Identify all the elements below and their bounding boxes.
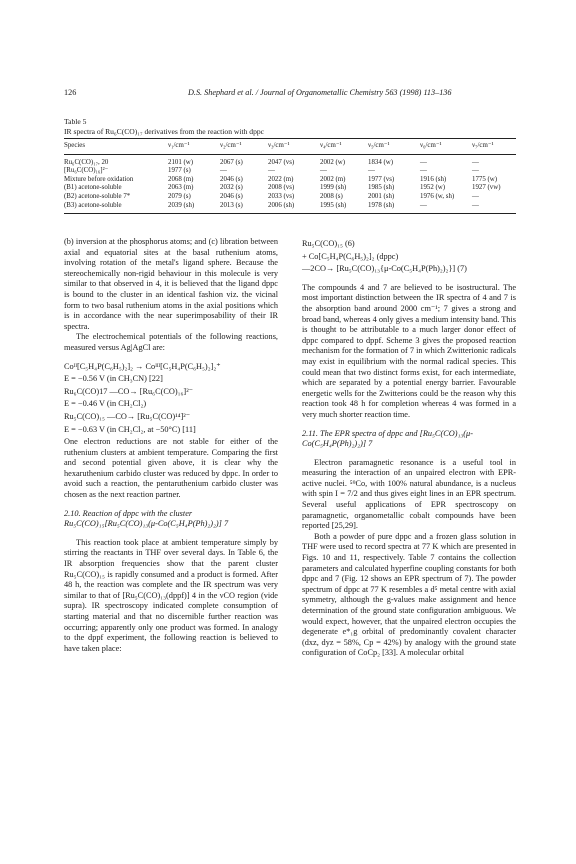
table-cell: 1977 (s)	[168, 167, 191, 175]
right-column	[302, 237, 516, 659]
column-header: ν₃/cm⁻¹	[268, 139, 320, 155]
column-header: ν₁/cm⁻¹	[168, 139, 220, 155]
table-cell: [Ru₆C(CO)₁₆]²⁻	[64, 167, 109, 175]
table-cell: 1952 (w)	[420, 184, 446, 192]
table-cell: 2063 (m)	[168, 184, 194, 192]
table-cell: —	[220, 167, 227, 175]
table-caption	[64, 117, 264, 137]
equation: —2CO→ [Ru₅C(CO)₁₃{μ-Co(C₅H₄P(Ph)₂)₂}] (7)	[302, 264, 467, 274]
column-header: ν₄/cm⁻¹	[320, 139, 368, 155]
column-header: ν₆/cm⁻¹	[420, 139, 472, 155]
table-row	[64, 202, 516, 214]
equation: Ru₆C(CO)17 —CO→ [Ru₆C(CO)₁₆]²⁻	[64, 386, 194, 396]
table-cell: 2068 (m)	[168, 175, 194, 183]
table-cell: 2032 (s)	[220, 184, 243, 192]
table-cell: —	[472, 202, 516, 214]
table-cell: 1985 (sh)	[368, 184, 395, 192]
column-header: ν₂/cm⁻¹	[220, 139, 268, 155]
equation: Ru₅C(CO)₁₅ —CO→ [Ru₅C(CO)¹⁴]²⁻	[64, 411, 191, 421]
table-cell: (B3) acetone-soluble	[64, 202, 168, 214]
table-cell: —	[472, 192, 479, 200]
table-cell: 1976 (w, sh)	[420, 192, 455, 200]
equation: Ru₅C(CO)₁₅ (6)	[302, 239, 355, 248]
paragraph: This reaction took place at ambient temperature simply by stirring the reactants in THF over several days. In Table 6, the IR absorption frequencies show that the parent cluster Ru₅C(CO)₁₅ is rapidly consumed and a product is formed. After 48 h, the reaction was complete and the IR spectrum was very similar to that of [Ru₅C(CO)₁₃(dppf)] 4 in the νCO region (vide supra). IR spectroscopy indicated complete consumption of starting material and that no discernible further reaction was occurring; apparently only one product was formed. In analogy to the dppf experiment, the following reaction is believed to have taken place:	[64, 537, 278, 653]
table-cell: —	[368, 167, 375, 175]
paragraph: The electrochemical potentials of the following reactions, measured versus Ag|AgCl are:	[64, 332, 278, 352]
equation: Coᴵᴵ[C₅H₄P(C₆H₅)₂]₂ → Coᴵᴵᴵ[C₅H₄P(C₆H₅)₂]₂⁺	[64, 361, 221, 371]
section-heading: 2.10. Reaction of dppc with the cluster Ru₅C(CO)₁₅[Ru₅C(CO)₁₃(μ-Co(C₅H₄P(Ph)₂)₂)] 7	[64, 508, 229, 529]
table-cell: (B2) acetone-soluble 7*	[64, 192, 131, 200]
equation: + Co[C₅H₄P(C₆H₅)₂]₂ (dppc)	[302, 251, 399, 261]
table-row	[64, 176, 516, 185]
table-cell: 1834 (w)	[368, 158, 394, 166]
equation-value: E = −0.63 V (in CH₂Cl₂, at −50°C) [11]	[64, 424, 196, 434]
table-row	[64, 184, 516, 193]
table-cell: —	[420, 158, 427, 166]
table-cell: —	[472, 158, 479, 166]
table-cell: Ru₆C(CO)₁₇, 20	[64, 158, 109, 166]
journal-citation: D.S. Shephard et al. / Journal of Organometallic Chemistry 563 (1998) 113–136	[188, 88, 452, 97]
table-row	[64, 193, 516, 202]
page-number: 126	[64, 88, 77, 97]
table-cell: —	[472, 167, 479, 175]
table-row	[64, 154, 516, 167]
paragraph: Electron paramagnetic resonance is a useful tool in measuring the interaction of an unpaired electron with EPR-active nuclei. ⁵⁹Co, with 100% natural abundance, is a nucleus with spin I = 7/2 and thus gives eight lines in an EPR spectrum. Several useful applications of EPR spectroscopy on paramagnetic, organometallic cobalt compounds have been reported [25,29].	[302, 457, 516, 531]
table-cell: 2006 (sh)	[268, 202, 320, 214]
table-cell: 1916 (sh)	[420, 175, 447, 183]
table-cell: 2047 (vs)	[268, 158, 295, 166]
table-cell: —	[420, 202, 472, 214]
ir-spectra-table	[64, 138, 516, 214]
column-header: Species	[64, 139, 168, 155]
section-heading: 2.11. The EPR spectra of dppc and [Ru₅C(CO)₁₃(μ-Co(C₅H₄P(Ph)₂)₂)] 7	[302, 428, 473, 449]
table-cell: 2046 (s)	[220, 192, 243, 200]
table-cell: 1999 (sh)	[320, 184, 347, 192]
table-cell: 2079 (s)	[168, 192, 191, 200]
table-cell: 2001 (sh)	[368, 192, 395, 200]
table-title: IR spectra of Ru₆C(CO)₁₇ derivatives from the reaction with dppc	[64, 127, 265, 136]
table-cell: 2002 (w)	[320, 158, 346, 166]
table-cell: 2013 (s)	[220, 202, 268, 214]
table-header-row	[64, 139, 516, 155]
table-cell: (B1) acetone-soluble	[64, 184, 122, 192]
paragraph: One electron reductions are not stable for either of the ruthenium clusters at ambient temperature. Comparing the first and second potential given above, it is clear why the hexaruthenium carbido cluster was reduced by dppc. In order to avoid such a reaction, the pentaruthenium carbido cluster was chosen as the next reaction partner.	[64, 437, 278, 500]
table-cell: 2101 (w)	[168, 158, 194, 166]
table-cell: 2039 (sh)	[168, 202, 220, 214]
left-column	[64, 237, 278, 654]
table-cell: —	[420, 167, 427, 175]
column-header: ν₅/cm⁻¹	[368, 139, 420, 155]
table-cell: 2022 (m)	[268, 175, 294, 183]
table-cell: 1978 (sh)	[368, 202, 420, 214]
paragraph: The compounds 4 and 7 are believed to be isostructural. The most important distinction between the IR spectra of 4 and 7 is the absorption band around 2000 cm⁻¹; 7 gives a strong and broad band, whereas 4 only gives a medium intensity band. This is thought to be attributable to a much larger donor effect of dppc compared to dppf. Scheme 3 gives the proposed reaction mechanism for the formation of 7 in which Zwitterionic radicals may exist in equilibrium with the normal radical species. This could mean that two distinct forms exist, for each intermediate, which are separated by a potential energy barrier. Favourable energetic wells for the Zwitterions could be the reason why this reaction took 48 h for completion whereas 4 was formed in a very much shorter reaction time.	[302, 282, 516, 419]
paragraph: (b) inversion at the phosphorus atoms; and (c) libration between axial and equatorial sites at the basal ruthenium atoms, involving rotation of the metal's ligand sphere. Because the stereochemically non-rigid behaviour in this molecule is very similar to that observed in 4, it is believed that the ligand dppc is bound to the cluster in an identical fashion viz. the vicinal form to two basal ruthenium atoms in the axial positions which is in accordance with the near superimposability of their IR spectra.	[64, 237, 278, 331]
table-cell: 2046 (s)	[220, 175, 243, 183]
table-row	[64, 167, 516, 176]
table-cell: 2008 (s)	[320, 192, 343, 200]
table-cell: 2033 (vs)	[268, 192, 295, 200]
table-cell: 2002 (m)	[320, 175, 346, 183]
equation-value: E = −0.56 V (in CH₃CN) [22]	[64, 374, 163, 384]
table-cell: Mixture before oxidation	[64, 175, 134, 183]
table-cell: 1995 (sh)	[320, 202, 368, 214]
table-cell: 2008 (vs)	[268, 184, 295, 192]
table-cell: 1977 (vs)	[368, 175, 395, 183]
table-label: Table 5	[64, 117, 87, 126]
table-cell: 2067 (s)	[220, 158, 243, 166]
paragraph: Both a powder of pure dppc and a frozen glass solution in THF were used to record spectra at 77 K which are presented in Figs. 10 and 11, respectively. Table 7 contains the collection parameters and calculated hyperfine coupling constants for both dppc and 7 (Fig. 12 shows an EPR spectrum of 7). The powder spectrum of dppc at 77 K resembles a d⁵ metal centre with axial symmetry, although the g-values make assignment and hence determination of the ground state configuration ambiguous. We would expect, however, that the unpaired electron occupies the degenerate e*₁g orbital of predominantly covalent character (dxz, dyz = 58%, Cp = 42%) by analogy with the ground state configuration of CoCp₂ [33]. A molecular orbital	[302, 531, 516, 658]
table-cell: —	[320, 167, 327, 175]
column-header: ν₇/cm⁻¹	[472, 139, 516, 155]
table-cell: 1927 (vw)	[472, 184, 501, 192]
table-cell: 1775 (w)	[472, 175, 498, 183]
equation-value: E = −0.46 V (in CH₂Cl₂)	[64, 399, 147, 409]
table-cell: —	[268, 167, 275, 175]
